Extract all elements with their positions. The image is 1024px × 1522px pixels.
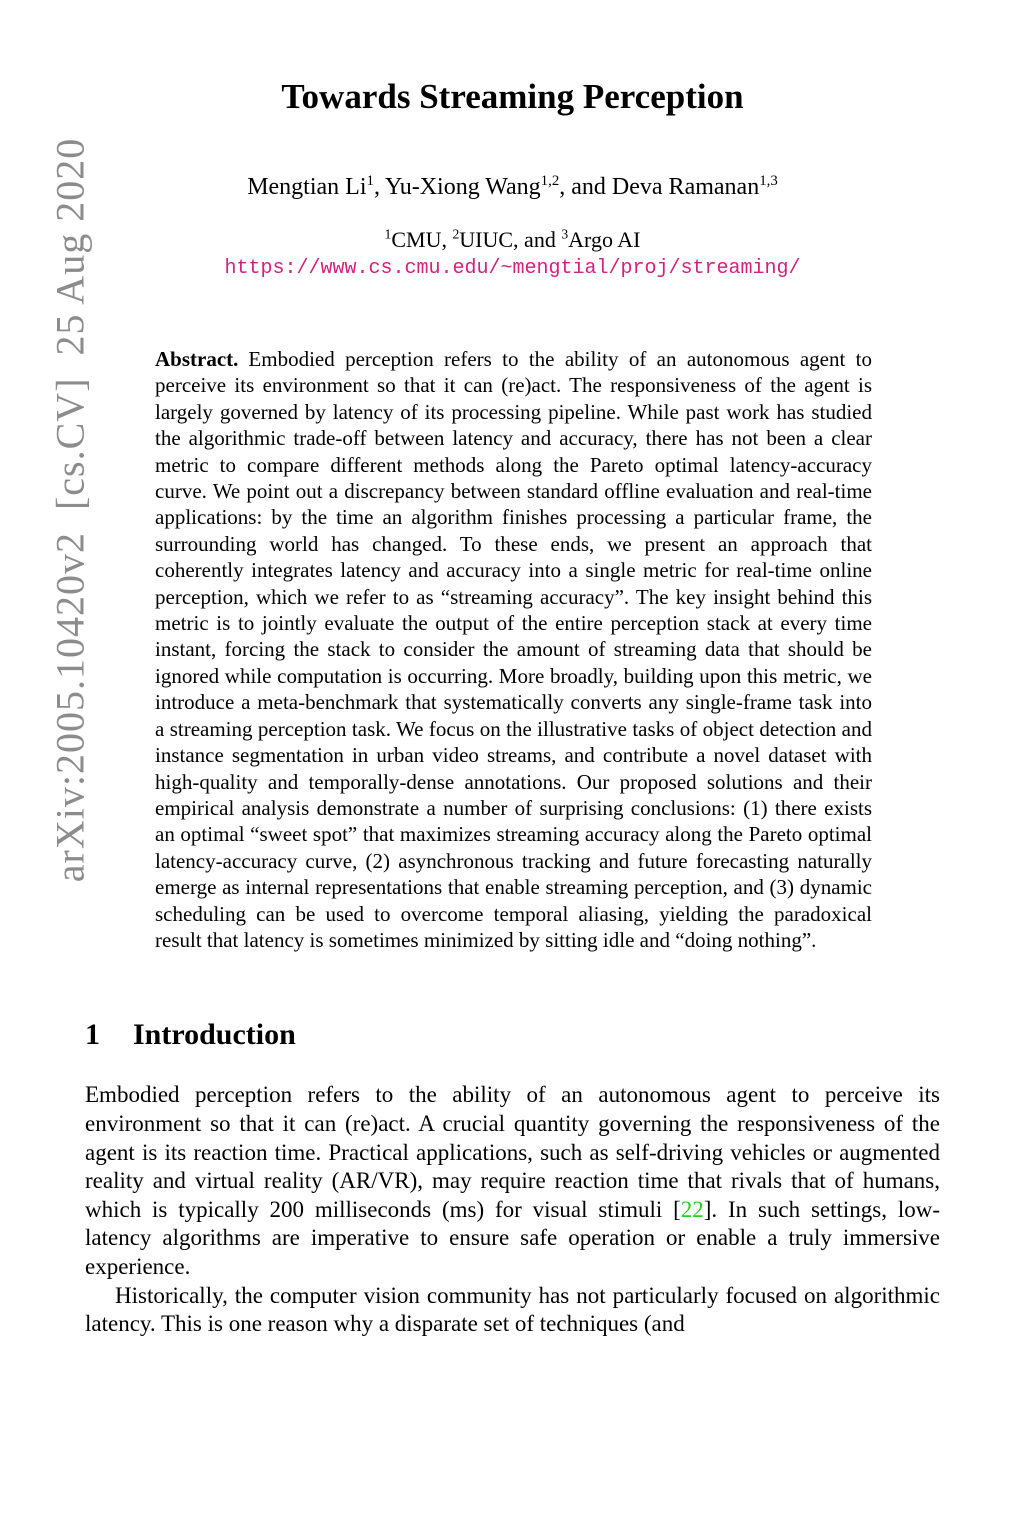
affil-name-3: Argo AI	[568, 227, 641, 252]
intro-paragraph-2: Historically, the computer vision community has not particularly focused on algorithmic latency. This is one reason why a disparate set of techniques (and	[85, 1282, 940, 1337]
author-name-2: Yu-Xiong Wang	[385, 174, 541, 200]
affil-marker-1: 1	[384, 226, 392, 242]
affil-name-1: CMU,	[391, 227, 453, 252]
affil-name-2: UIUC, and	[459, 227, 562, 252]
intro-paragraph-1	[85, 1081, 940, 1281]
affiliation-line	[85, 226, 940, 254]
project-url-link[interactable]: https://www.cs.cmu.edu/~mengtial/proj/streaming/	[224, 257, 801, 280]
citation-22-link[interactable]: 22	[680, 1196, 704, 1222]
author-name-1: Mengtian Li	[247, 174, 367, 200]
author-separator-1: ,	[373, 174, 386, 200]
project-url-line	[85, 256, 940, 282]
affil-marker-3: 3	[561, 226, 569, 242]
section-heading-introduction	[85, 1017, 940, 1053]
paper-content	[85, 0, 940, 1339]
author-line	[85, 172, 940, 202]
abstract-block	[155, 346, 872, 953]
abstract-label: Abstract.	[155, 347, 239, 371]
paper-title: Towards Streaming Perception	[281, 77, 744, 116]
intro-p1-text-before-citation: Embodied perception refers to the ability of an autonomous agent to perceive its environment so that it can (re)act. A crucial quantity governing the responsiveness of the agent is its reaction time. Practical applications, such as self-driving vehicles or augmented reality and virtual reality (AR/VR), may require reaction time that rivals that of humans, which is typically 200 milliseconds (ms) for visual stimuli [	[85, 1082, 940, 1222]
author-affil-marker-1: 1	[366, 173, 374, 189]
affil-marker-2: 2	[452, 226, 460, 242]
intro-p1-text-after-citation: ]. In such settings, low-latency algorithms are imperative to ensure safe operation or enable a truly immersive experience.	[85, 1196, 940, 1279]
author-name-3: Deva Ramanan	[611, 174, 760, 200]
arxiv-watermark: arXiv:2005.10420v2 [cs.CV] 25 Aug 2020	[47, 137, 93, 883]
author-separator-2: , and	[559, 174, 612, 200]
section-number: 1	[85, 1018, 100, 1052]
section-title: Introduction	[133, 1018, 296, 1052]
author-affil-marker-3: 1,3	[759, 173, 778, 189]
author-affil-marker-2: 1,2	[540, 173, 560, 189]
abstract-text: Embodied perception refers to the ability of an autonomous agent to perceive its environment so that it can (re)act. The responsiveness of the agent is largely governed by latency of its processing pipeline. While past work has studied the algorithmic trade-off between latency and accuracy, there has not been a clear metric to compare different methods along the Pareto optimal latency-accuracy curve. We point out a discrepancy between standard offline evaluation and real-time applications: by the time an algorithm finishes processing a particular frame, the surrounding world has changed. To these ends, we present an approach that coherently integrates latency and accuracy into a single metric for real-time online perception, which we refer to as “streaming accuracy”. The key insight behind this metric is to jointly evaluate the output of the entire perception stack at every time instant, forcing the stack to consider the amount of streaming data that should be ignored while computation is occurring. More broadly, building upon this metric, we introduce a meta-benchmark that systematically converts any single-frame task into a streaming perception task. We focus on the illustrative tasks of object detection and instance segmentation in urban video streams, and contribute a novel dataset with high-quality and temporally-dense annotations. Our proposed solutions and their empirical analysis demonstrate a number of surprising conclusions: (1) there exists an optimal “sweet spot” that maximizes streaming accuracy along the Pareto optimal latency-accuracy curve, (2) asynchronous tracking and future forecasting naturally emerge as internal representations that enable streaming perception, and (3) dynamic scheduling can be used to overcome temporal aliasing, yielding the paradoxical result that latency is sometimes minimized by sitting idle and “doing nothing”.	[155, 347, 872, 952]
